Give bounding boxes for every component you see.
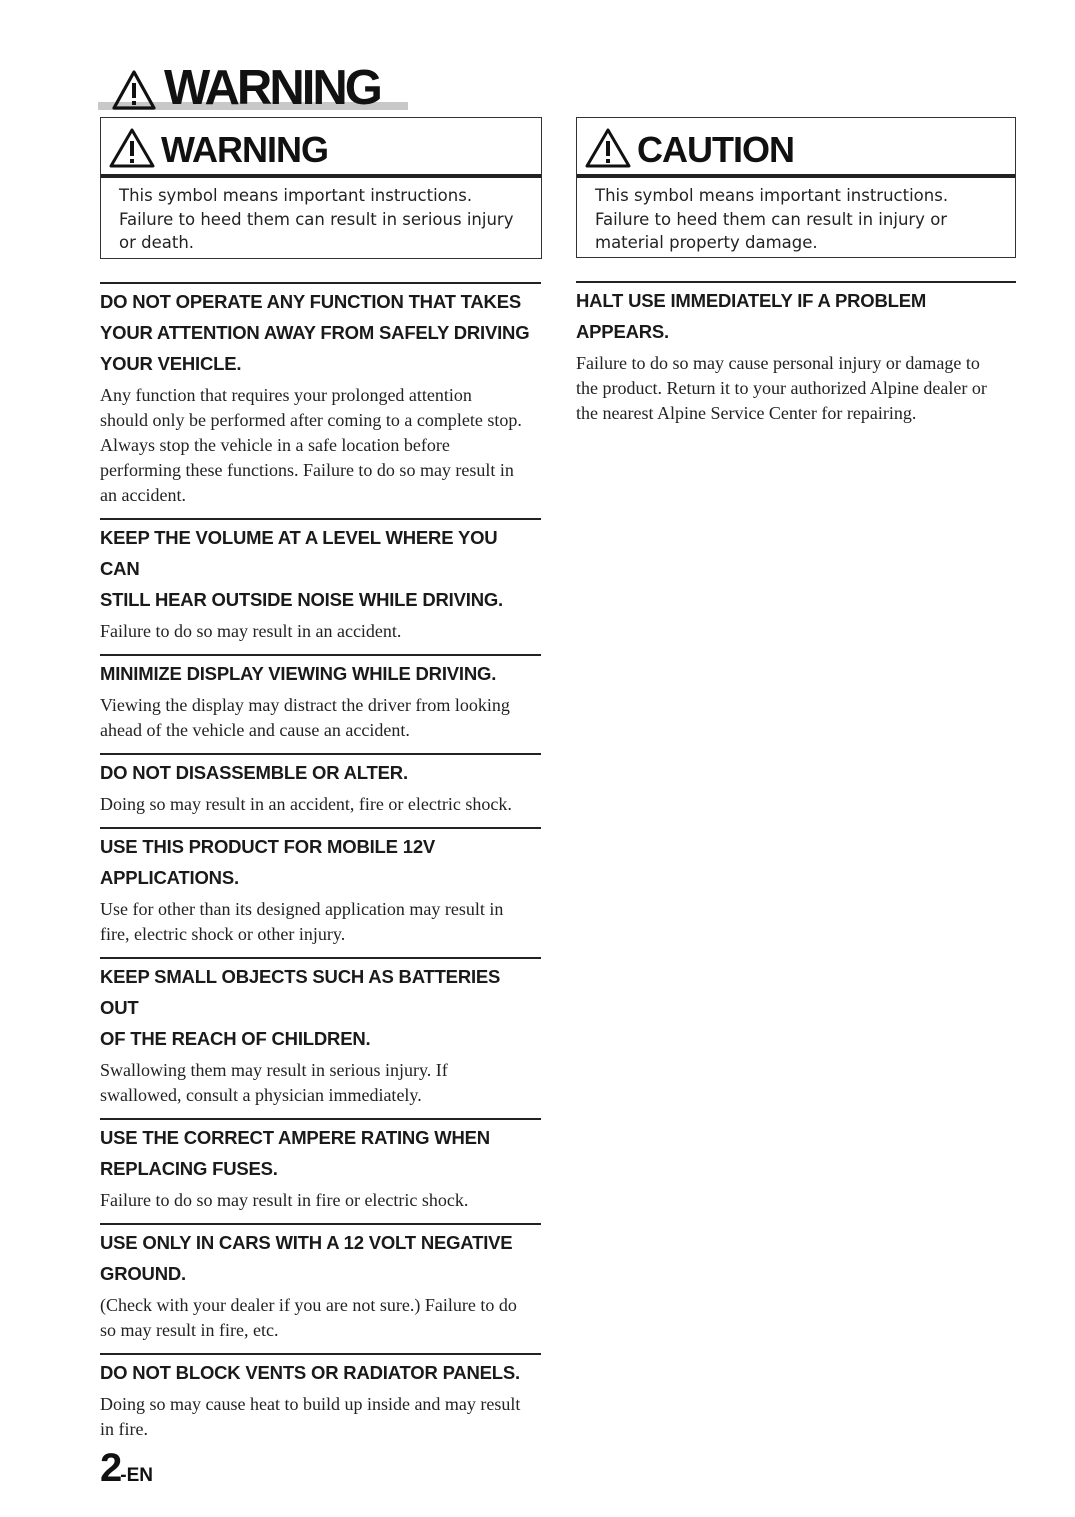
- title-line: OF THE REACH OF CHILDREN.: [100, 1028, 371, 1049]
- body-line: Failure to do so may result in fire or electric shock.: [100, 1190, 469, 1210]
- body-line: Doing so may result in an accident, fire or electric shock.: [100, 794, 512, 814]
- warning-item-title: [100, 284, 541, 379]
- warning-item-title: [100, 520, 541, 615]
- warning-item-body: [100, 379, 541, 518]
- warning-items-column: [100, 282, 541, 1452]
- caution-item-body: [576, 347, 1016, 436]
- warning-triangle-icon: [585, 128, 631, 168]
- title-line: KEEP THE VOLUME AT A LEVEL WHERE YOU CAN: [100, 527, 498, 579]
- body-line: swallowed, consult a physician immediately.: [100, 1085, 422, 1105]
- title-line: APPLICATIONS.: [100, 867, 239, 888]
- body-line: Viewing the display may distract the driver from looking: [100, 695, 510, 715]
- page-number: [100, 1446, 153, 1491]
- title-line: DO NOT DISASSEMBLE OR ALTER.: [100, 762, 408, 783]
- title-line: MINIMIZE DISPLAY VIEWING WHILE DRIVING.: [100, 663, 497, 684]
- warning-box-header: [101, 118, 541, 178]
- warning-item-body: [100, 1184, 541, 1223]
- warning-triangle-icon: [112, 70, 156, 110]
- caution-item: [576, 281, 1016, 436]
- title-line: KEEP SMALL OBJECTS SUCH AS BATTERIES OUT: [100, 966, 501, 1018]
- title-line: GROUND.: [100, 1263, 186, 1284]
- desc-line: material property damage.: [595, 233, 818, 252]
- title-line: USE ONLY IN CARS WITH A 12 VOLT NEGATIVE: [100, 1232, 513, 1253]
- warning-item-body: [100, 1289, 541, 1353]
- warning-item: [100, 753, 541, 827]
- warning-item: [100, 1118, 541, 1223]
- warning-item-title: [100, 959, 541, 1054]
- warning-item-title: [100, 829, 541, 893]
- warning-item: [100, 518, 541, 654]
- warning-item-title: [100, 755, 541, 788]
- title-line: STILL HEAR OUTSIDE NOISE WHILE DRIVING.: [100, 589, 503, 610]
- body-line: Any function that requires your prolonged attention: [100, 385, 472, 405]
- body-line: Failure to do so may result in an accident.: [100, 621, 402, 641]
- body-line: Use for other than its designed application may result in: [100, 899, 504, 919]
- desc-line: Failure to heed them can result in serious injury: [119, 209, 514, 229]
- warning-item: [100, 1223, 541, 1353]
- warning-item: [100, 957, 541, 1118]
- warning-box-description: [101, 178, 541, 255]
- warning-item-title: [100, 1120, 541, 1184]
- body-line: (Check with your dealer if you are not sure.) Failure to do: [100, 1295, 517, 1315]
- desc-line: Failure to heed them can result in injury or: [595, 209, 948, 229]
- body-line: in fire.: [100, 1419, 148, 1439]
- desc-line: This symbol means important instructions.: [119, 186, 473, 205]
- body-line: Always stop the vehicle in a safe location before: [100, 435, 450, 455]
- page-number-digit: 2: [100, 1446, 121, 1490]
- warning-item: [100, 827, 541, 957]
- body-line: Failure to do so may cause personal injury or damage to: [576, 353, 980, 373]
- warning-item-body: [100, 689, 541, 753]
- warning-item-title: [100, 1355, 541, 1388]
- warning-item: [100, 282, 541, 518]
- caution-box-description: [577, 178, 1015, 255]
- warning-item-body: [100, 788, 541, 827]
- warning-item-title: [100, 1225, 541, 1289]
- title-line: USE THE CORRECT AMPERE RATING WHEN: [100, 1127, 490, 1148]
- warning-box-label: WARNING: [161, 129, 328, 170]
- caution-box-label: CAUTION: [637, 129, 794, 170]
- title-line: YOUR ATTENTION AWAY FROM SAFELY DRIVING: [100, 322, 530, 343]
- warning-item: [100, 1353, 541, 1452]
- body-line: performing these functions. Failure to do so may result in: [100, 460, 514, 480]
- warning-item-title: [100, 656, 541, 689]
- body-line: the product. Return it to your authorized Alpine dealer or: [576, 378, 987, 398]
- warning-item-body: [100, 893, 541, 957]
- caution-box-header: [577, 118, 1015, 178]
- warning-symbol-box: [100, 117, 542, 259]
- desc-line: or death.: [119, 233, 195, 252]
- title-line: DO NOT BLOCK VENTS OR RADIATOR PANELS.: [100, 1362, 520, 1383]
- warning-item-body: [100, 1388, 541, 1452]
- title-line: DO NOT OPERATE ANY FUNCTION THAT TAKES: [100, 291, 521, 312]
- page-number-suffix: -EN: [120, 1465, 153, 1486]
- body-line: fire, electric shock or other injury.: [100, 924, 346, 944]
- title-line: YOUR VEHICLE.: [100, 353, 242, 374]
- caution-item-title: [576, 283, 1016, 347]
- caution-symbol-box: [576, 117, 1016, 258]
- body-line: Swallowing them may result in serious injury. If: [100, 1060, 448, 1080]
- body-line: ahead of the vehicle and cause an accident.: [100, 720, 410, 740]
- caution-items-column: [576, 281, 1016, 436]
- body-line: the nearest Alpine Service Center for repairing.: [576, 403, 917, 423]
- page-title-text: WARNING: [164, 61, 380, 115]
- body-line: so may result in fire, etc.: [100, 1320, 279, 1340]
- title-line: REPLACING FUSES.: [100, 1158, 278, 1179]
- title-line: HALT USE IMMEDIATELY IF A PROBLEM APPEARS.: [576, 290, 927, 342]
- warning-item-body: [100, 1054, 541, 1118]
- warning-triangle-icon: [109, 128, 155, 168]
- body-line: should only be performed after coming to a complete stop.: [100, 410, 522, 430]
- warning-item: [100, 654, 541, 753]
- body-line: Doing so may cause heat to build up inside and may result: [100, 1394, 521, 1414]
- desc-line: This symbol means important instructions.: [595, 186, 949, 205]
- title-line: USE THIS PRODUCT FOR MOBILE 12V: [100, 836, 436, 857]
- body-line: an accident.: [100, 485, 186, 505]
- page-title: [98, 61, 408, 115]
- warning-item-body: [100, 615, 541, 654]
